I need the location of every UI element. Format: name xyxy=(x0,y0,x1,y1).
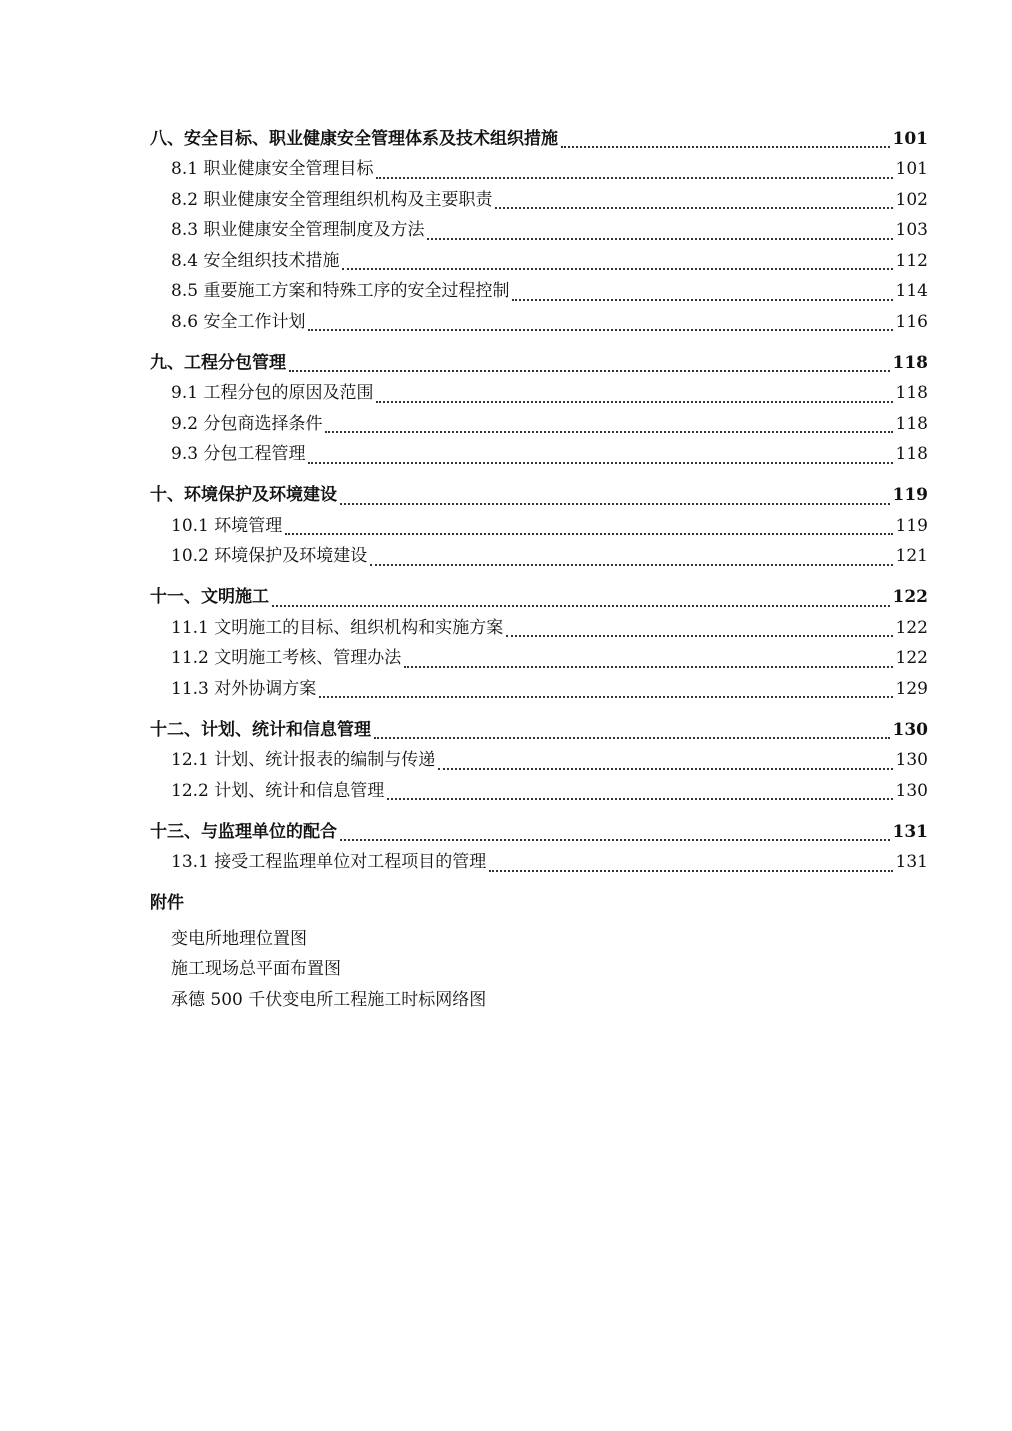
dot-leader xyxy=(506,635,892,637)
dot-leader xyxy=(561,146,890,148)
toc-section-entry[interactable] xyxy=(150,310,928,341)
toc-page-number: 101 xyxy=(895,159,928,179)
toc-entry-title: 10.1 环境管理 xyxy=(171,515,283,536)
dot-leader xyxy=(308,462,892,464)
toc-page-number: 112 xyxy=(895,250,928,271)
toc-entry-title: 11.1 文明施工的目标、组织机构和实施方案 xyxy=(171,617,504,638)
toc-page-number: 131 xyxy=(892,821,928,842)
toc-section-entry[interactable] xyxy=(150,779,928,810)
dot-leader xyxy=(376,401,892,403)
toc-page-number: 114 xyxy=(895,281,928,301)
toc-page-number: 102 xyxy=(895,189,928,210)
toc-page-number: 118 xyxy=(892,352,928,373)
toc-entry-title: 十二、计划、统计和信息管理 xyxy=(150,719,371,740)
toc-entry-title: 12.2 计划、统计和信息管理 xyxy=(171,780,385,801)
appendix-item: 变电所地理位置图 xyxy=(171,928,307,949)
toc-entry-title: 8.1 职业健康安全管理目标 xyxy=(171,159,374,179)
toc-page-number: 118 xyxy=(895,413,928,434)
toc-entry-title: 十、环境保护及环境建设 xyxy=(150,485,337,505)
toc-entry-title: 8.4 安全组织技术措施 xyxy=(171,250,340,271)
toc-chapter-entry[interactable] xyxy=(150,575,928,616)
toc-page-number: 122 xyxy=(895,648,928,668)
toc-page-number: 129 xyxy=(895,678,928,699)
toc-section-entry[interactable] xyxy=(150,850,928,881)
table-of-contents xyxy=(150,116,928,1015)
toc-page-number: 121 xyxy=(895,546,928,566)
toc-entry-title: 12.1 计划、统计报表的编制与传递 xyxy=(171,750,436,770)
dot-leader xyxy=(272,605,890,607)
toc-section-entry[interactable] xyxy=(150,412,928,443)
toc-section-entry[interactable] xyxy=(150,677,928,708)
toc-entry-title: 13.1 接受工程监理单位对工程项目的管理 xyxy=(171,852,487,872)
dot-leader xyxy=(374,737,890,739)
toc-entry-title: 8.2 职业健康安全管理组织机构及主要职责 xyxy=(171,189,493,210)
toc-page-number: 122 xyxy=(892,587,928,607)
toc-entry-title: 8.5 重要施工方案和特殊工序的安全过程控制 xyxy=(171,281,510,301)
toc-entry-title: 8.6 安全工作计划 xyxy=(171,311,306,332)
appendix-item: 承德 500 千伏变电所工程施工时标网络图 xyxy=(171,989,487,1010)
toc-page-number: 119 xyxy=(895,515,928,536)
toc-entry-title: 十三、与监理单位的配合 xyxy=(150,821,337,842)
toc-page-number: 130 xyxy=(895,750,928,770)
toc-section-entry[interactable] xyxy=(150,249,928,280)
dot-leader xyxy=(289,370,890,372)
toc-page-number: 119 xyxy=(892,485,928,505)
toc-chapter-entry[interactable] xyxy=(150,116,928,157)
dot-leader xyxy=(342,268,892,270)
toc-entry-title: 9.2 分包商选择条件 xyxy=(171,413,323,434)
toc-page-number: 130 xyxy=(895,780,928,801)
dot-leader xyxy=(404,666,892,668)
appendix-item: 施工现场总平面布置图 xyxy=(171,959,341,979)
toc-entry-title: 八、安全目标、职业健康安全管理体系及技术组织措施 xyxy=(150,128,558,149)
dot-leader xyxy=(340,839,890,841)
dot-leader xyxy=(340,503,890,505)
toc-page-number: 118 xyxy=(895,444,928,464)
toc-section-entry[interactable] xyxy=(150,279,928,310)
dot-leader xyxy=(308,329,892,331)
dot-leader xyxy=(438,768,892,770)
toc-section-entry[interactable] xyxy=(150,157,928,188)
toc-page-number: 130 xyxy=(892,719,928,740)
appendix-heading: 附件 xyxy=(150,892,184,913)
toc-page-number: 118 xyxy=(895,383,928,403)
toc-entry-title: 九、工程分包管理 xyxy=(150,352,286,373)
toc-chapter-entry[interactable] xyxy=(150,473,928,514)
toc-chapter-entry[interactable] xyxy=(150,340,928,381)
toc-entry-title: 11.2 文明施工考核、管理办法 xyxy=(171,648,402,668)
toc-section-entry[interactable] xyxy=(150,218,928,249)
toc-page-number: 116 xyxy=(895,311,928,332)
toc-entry-title: 11.3 对外协调方案 xyxy=(171,678,317,699)
toc-section-entry[interactable] xyxy=(150,188,928,219)
toc-section-entry[interactable] xyxy=(150,442,928,473)
toc-entry-title: 十一、文明施工 xyxy=(150,587,269,607)
toc-page-number: 101 xyxy=(892,128,928,149)
dot-leader xyxy=(489,870,892,872)
toc-section-entry[interactable] xyxy=(150,514,928,545)
toc-chapter-entry[interactable] xyxy=(150,707,928,748)
toc-section-entry[interactable] xyxy=(150,616,928,647)
toc-section-entry[interactable] xyxy=(150,544,928,575)
toc-section-entry[interactable] xyxy=(150,748,928,779)
toc-page-number: 122 xyxy=(895,617,928,638)
toc-section-entry[interactable] xyxy=(150,646,928,677)
toc-page-number: 103 xyxy=(895,220,928,240)
toc-entry-title: 9.3 分包工程管理 xyxy=(171,444,306,464)
toc-entry-title: 9.1 工程分包的原因及范围 xyxy=(171,383,374,403)
dot-leader xyxy=(387,798,892,800)
dot-leader xyxy=(319,696,892,698)
dot-leader xyxy=(376,177,892,179)
toc-section-entry[interactable] xyxy=(150,381,928,412)
toc-entries xyxy=(150,116,928,881)
toc-page-number: 131 xyxy=(895,852,928,872)
toc-entry-title: 8.3 职业健康安全管理制度及方法 xyxy=(171,220,425,240)
appendix-list xyxy=(150,924,928,1016)
dot-leader xyxy=(325,431,892,433)
dot-leader xyxy=(495,207,892,209)
dot-leader xyxy=(285,533,892,535)
toc-chapter-entry[interactable] xyxy=(150,809,928,850)
toc-entry-title: 10.2 环境保护及环境建设 xyxy=(171,546,368,566)
dot-leader xyxy=(427,238,892,240)
dot-leader xyxy=(512,299,892,301)
dot-leader xyxy=(370,564,892,566)
